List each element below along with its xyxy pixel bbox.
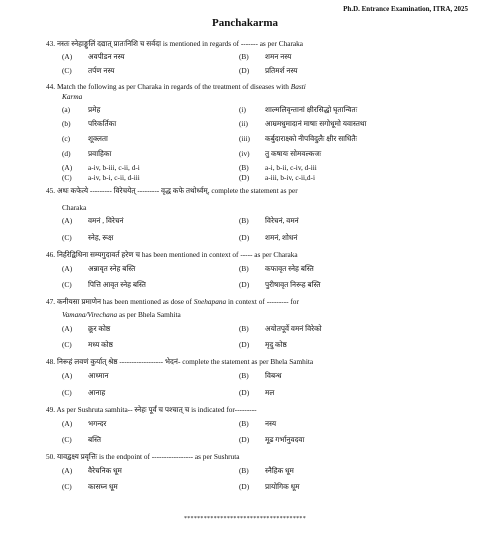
- q46-option-d: (D) पुरीषावृत निरूह बस्ति: [239, 280, 321, 289]
- q50-stem: 50. यावद्वक्ष्य प्रवृत्तिः is the endpoint of ----------------- as per Sushruta: [46, 452, 240, 461]
- q46-stem: 46. निर्हरेद्विधिना सम्यगुदावर्त हरेण च has been mentioned in context of ----- as per Charaka: [46, 250, 298, 259]
- q44-option-b: (B) a-i, b-ii, c-iv, d-iii: [239, 163, 317, 172]
- q49-option-d: (D) मूढ गर्भानुवदवा: [239, 435, 305, 444]
- q49-option-b: (B) नस्य: [239, 419, 277, 428]
- q44-option-d: (D) a-iii, b-iv, c-ii,d-i: [239, 173, 315, 182]
- q48-option-b: (B) विबन्ध: [239, 371, 282, 380]
- q47-stem: 47. कनीयसा प्रमाणेन has been mentioned as dose of Snehapana in context of --------- for: [46, 297, 299, 306]
- q43-option-a: (A) अवपीडन नस्य: [62, 52, 125, 61]
- q44-right-ii: (ii) आम्रमधुमादानं माषाः सगोधूमो यवास्तथा: [239, 119, 367, 128]
- footer-separator: *************************************: [183, 516, 307, 522]
- q49-option-c: (C) बस्ति: [62, 435, 102, 444]
- q43-option-d: (D) प्रतिमर्श नस्य: [239, 66, 298, 75]
- q44-stem: 44. Match the following as per Charaka in regards of the treatment of diseases with Basti: [46, 82, 306, 91]
- q47-option-c: (C) मध्य कोष्ठ: [62, 340, 113, 349]
- q47-option-d: (D) मृदु कोष्ठ: [239, 340, 287, 349]
- q47-stem-cont: Vamana/Virechana as per Bhela Samhita: [62, 310, 181, 319]
- q48-option-d: (D) मल: [239, 388, 275, 397]
- page-title: Panchakarma: [212, 17, 278, 29]
- q50-option-d: (D) प्रायोगिक धूम: [239, 482, 300, 491]
- q49-stem: 49. As per Sushruta samhita-- स्नेहः पूर्वं च पश्चात् च is indicated for---------: [46, 405, 257, 414]
- q44-left-b: (b) परिकर्तिका: [62, 119, 117, 128]
- q44-left-c: (c) शूक्लता: [62, 134, 108, 143]
- q50-option-c: (C) कासघ्न धूम: [62, 482, 118, 491]
- q44-option-c: (C) a-iv, b-i, c-ii, d-iii: [62, 173, 140, 182]
- q45-option-c: (C) स्नेह, रूक्ष: [62, 233, 114, 242]
- q45-option-a: (A) वमनं , विरेचनं: [62, 216, 124, 225]
- q44-stem-cont: Karma: [62, 92, 83, 101]
- q44-option-a: (A) a-iv, b-iii, c-ii, d-i: [62, 163, 140, 172]
- q44-right-i: (i) शाल्मलिवृन्तानां क्षीरसिद्धो घृतान्वितः: [239, 105, 358, 114]
- q48-option-a: (A) आध्मान: [62, 371, 109, 380]
- q47-option-a: (A) क्रूर कोष्ठ: [62, 324, 111, 333]
- q44-left-d: (d) प्रवाहिका: [62, 149, 112, 158]
- q45-option-b: (B) विरेचनं, वमनं: [239, 216, 299, 225]
- q50-option-a: (A) वैरेचनिक धूम: [62, 466, 122, 475]
- q43-stem: 43. नस्तः स्नेहाङ्गुलिं दद्यात् प्रातःनिशि च सर्वदा is mentioned in regards of ------- as per Charaka: [46, 39, 304, 48]
- q47-option-b: (B) अयोतपूर्वे वमनं विरेको: [239, 324, 322, 333]
- q50-option-b: (B) स्नैहिक धूम: [239, 466, 294, 475]
- q44-left-a: (a) प्रमेह: [62, 105, 101, 114]
- q44-right-iii: (iii) कर्बुदाराक्ष्को नीपविदुलैः क्षीर साधितैः: [239, 134, 358, 143]
- q46-option-a: (A) अन्नावृत स्नेह बस्ति: [62, 264, 136, 273]
- q43-option-c: (C) तर्पण नस्य: [62, 66, 115, 75]
- q45-stem-cont: Charaka: [62, 203, 87, 212]
- q46-option-b: (B) कफावृत स्नेह बस्ति: [239, 264, 314, 273]
- exam-header: Ph.D. Entrance Examination, ITRA, 2025: [343, 5, 468, 13]
- q48-option-c: (C) आनाह: [62, 388, 106, 397]
- q49-option-a: (A) भगन्दर: [62, 419, 107, 428]
- q45-stem: 45. अथः कफेत्ये --------- विरेचयेत् --------- वृद्ध कफे तथोर्ध्वम्, complete the statement as per: [46, 186, 298, 195]
- q43-option-b: (B) शमन नस्य: [239, 52, 292, 61]
- q46-option-c: (C) पित्ति आवृत स्नेह बस्ति: [62, 280, 146, 289]
- q45-option-d: (D) शमनं, शोधनं: [239, 233, 298, 242]
- q44-right-iv: (iv) तु कषायः सोमवल्कजः: [239, 149, 322, 158]
- q48-stem: 48. निरूहं लवणं कुर्यात् श्रेष्ठ ------------------ भेदनं- complete the statement as per Bhela Samhita: [46, 357, 314, 366]
